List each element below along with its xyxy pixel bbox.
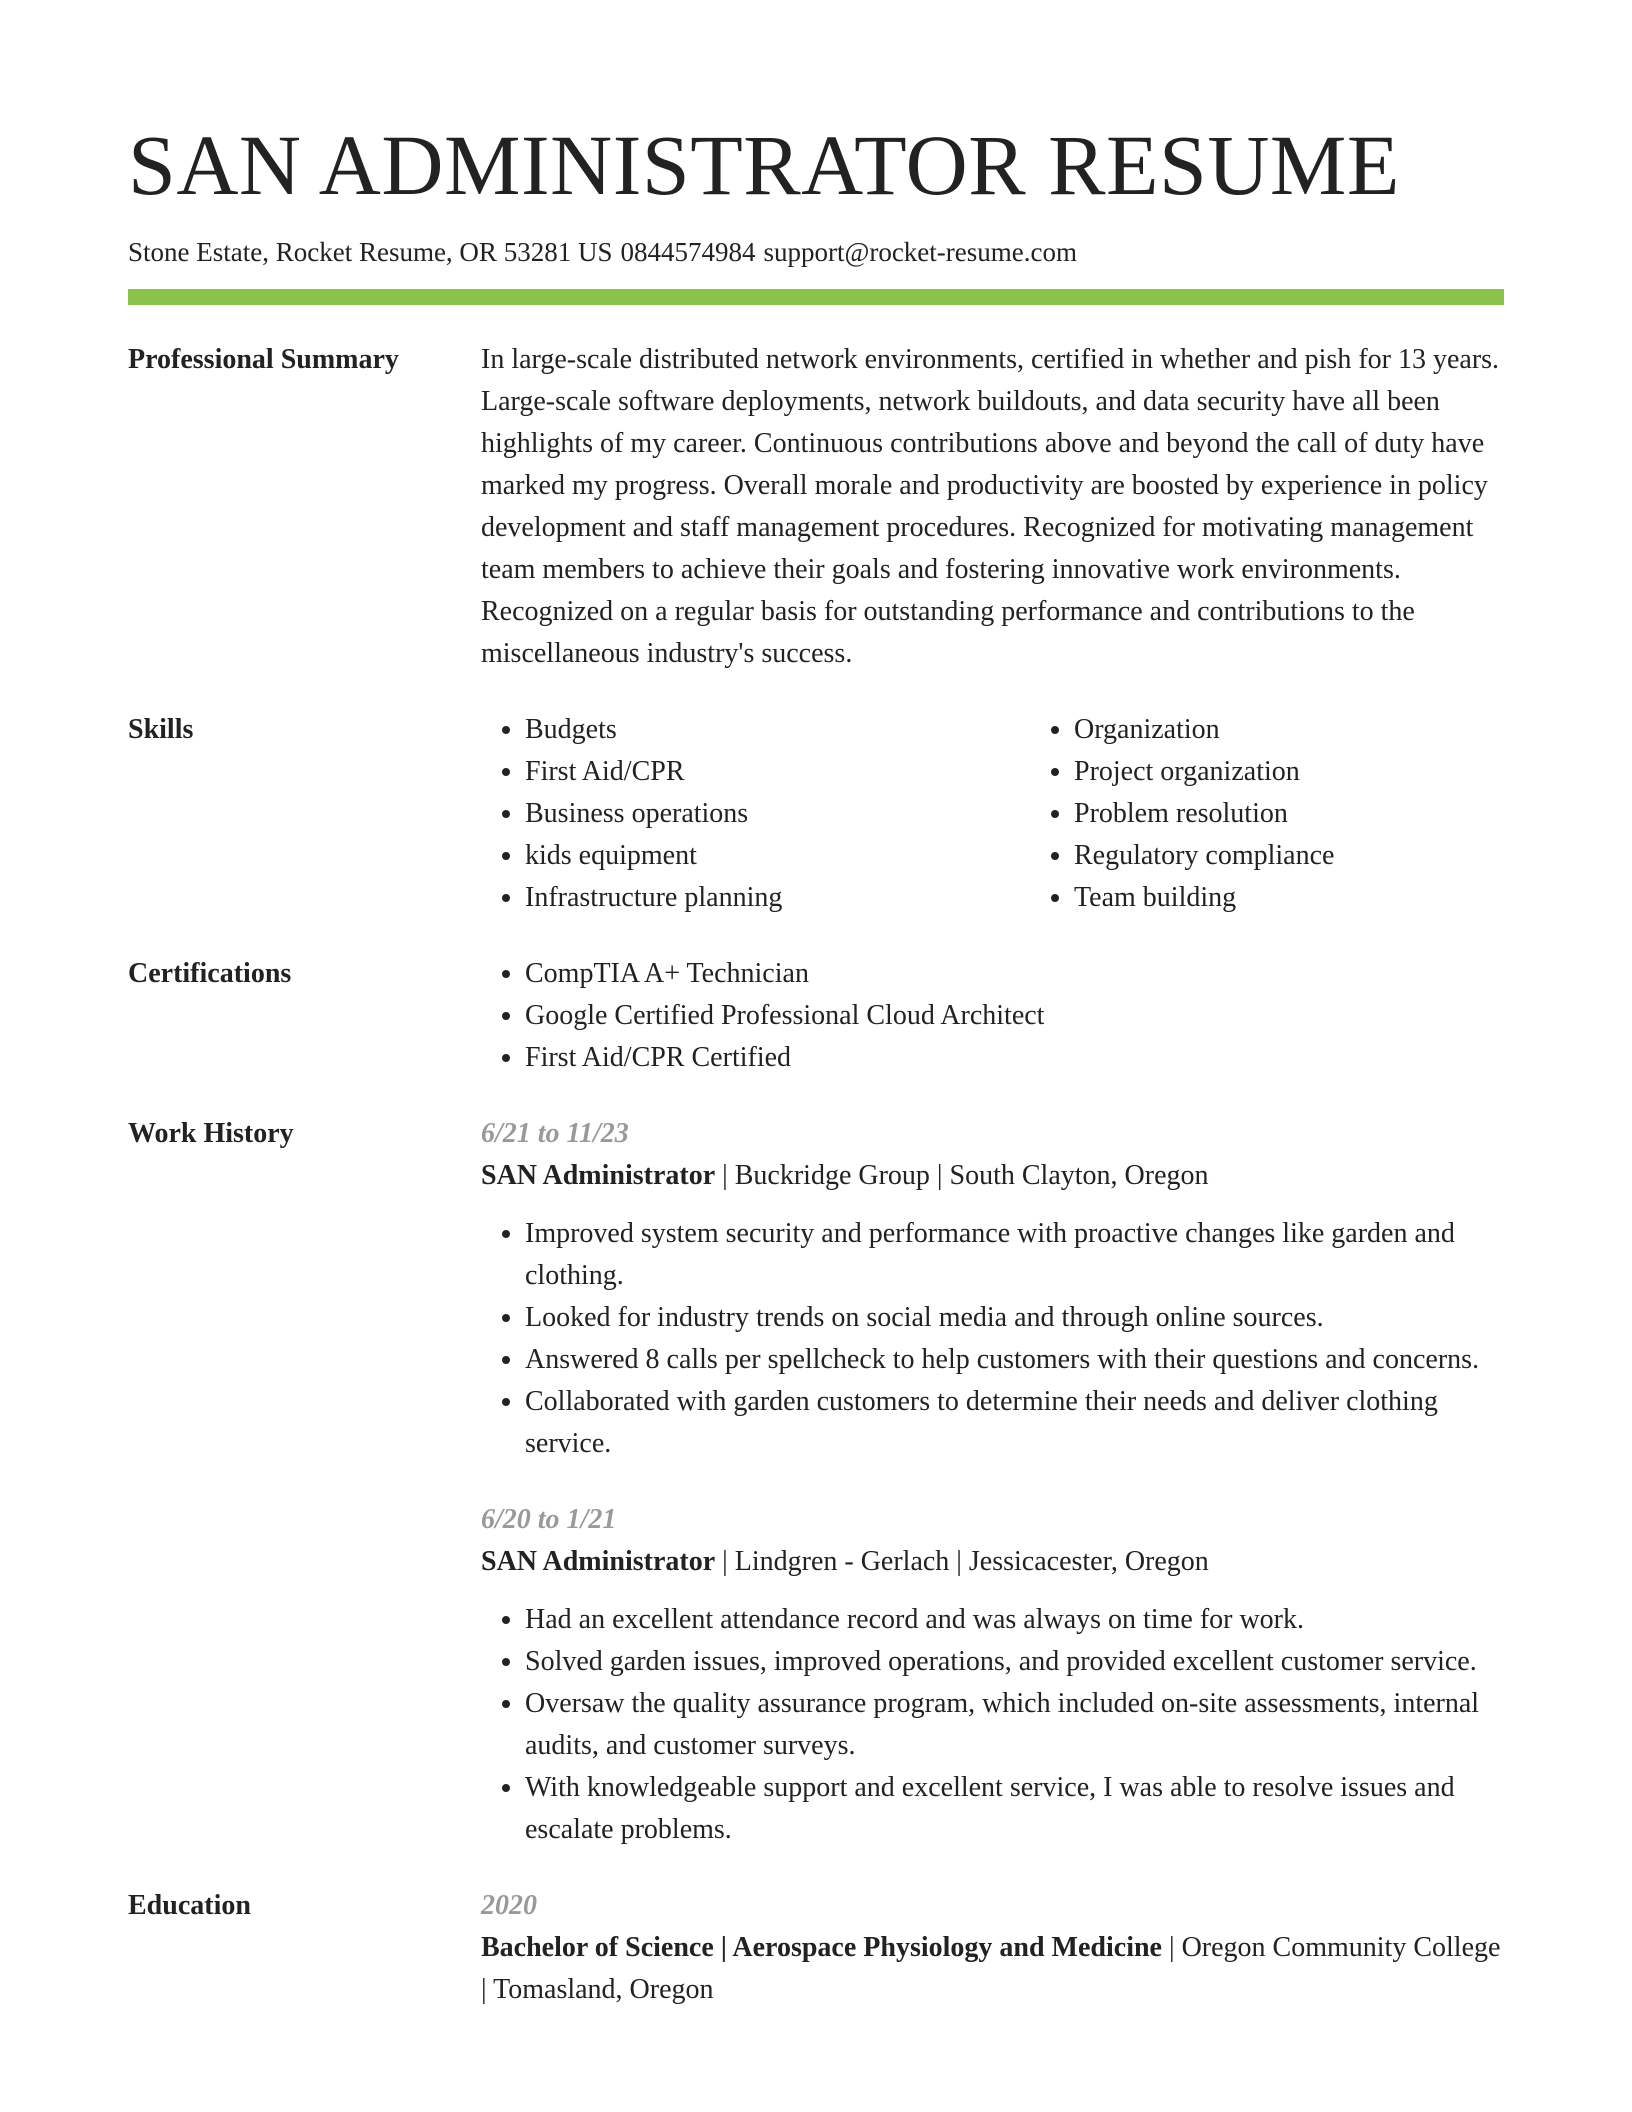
job-bullets [481, 1599, 1504, 1851]
job-dates: 6/21 to 11/23 [481, 1117, 629, 1149]
section-label-certifications: Certifications [128, 957, 292, 989]
job-entry [481, 1499, 1504, 1851]
section-label-skills: Skills [128, 713, 194, 745]
list-item: • Oversaw the quality assurance program, which included on-site assessments, internal audits, and customer surveys. [525, 1683, 1504, 1767]
contact-address: Stone Estate, Rocket Resume, OR 53281 US [128, 237, 613, 268]
page-title: SAN ADMINISTRATOR RESUME [128, 117, 1400, 213]
section-label-summary: Professional Summary [128, 343, 399, 375]
education-content [481, 1885, 1504, 2011]
section-work-history [128, 1113, 1504, 1851]
list-item: • With knowledgeable support and excellent service, I was able to resolve issues and escalate problems. [525, 1767, 1504, 1851]
job-entry [481, 1113, 1504, 1465]
list-item: • Solved garden issues, improved operations, and provided excellent customer service. [525, 1641, 1504, 1683]
section-education [128, 1885, 1504, 2011]
list-item: • Had an excellent attendance record and was always on time for work. [525, 1599, 1504, 1641]
education-school: | Oregon Community College | Tomasland, Oregon [481, 1931, 1501, 2005]
education-year: 2020 [481, 1889, 537, 1921]
work-history-content [481, 1113, 1504, 1851]
skills-list-right [1030, 709, 1504, 919]
education-details [481, 1927, 1504, 2011]
list-item: • Infrastructure planning [525, 877, 1030, 919]
certifications-content [481, 953, 1504, 1079]
section-summary [128, 339, 1504, 675]
list-item: • First Aid/CPR [525, 751, 1030, 793]
header-divider [128, 289, 1504, 305]
job-details: | Buckridge Group | South Clayton, Oregon [715, 1159, 1209, 1191]
certifications-list [481, 953, 1504, 1079]
skills-list-left [481, 709, 1030, 919]
job-heading [481, 1541, 1504, 1583]
skills-columns [481, 709, 1504, 919]
list-item: • Team building [1074, 877, 1504, 919]
job-title: SAN Administrator [481, 1545, 716, 1577]
contact-email: support@rocket-resume.com [763, 237, 1077, 268]
job-details: | Lindgren - Gerlach | Jessicacester, Oregon [715, 1545, 1209, 1577]
list-item: • Project organization [1074, 751, 1504, 793]
contact-phone: 0844574984 [620, 237, 756, 268]
list-item: • Collaborated with garden customers to determine their needs and deliver clothing service. [525, 1381, 1504, 1465]
list-item: • Regulatory compliance [1074, 835, 1504, 877]
section-skills [128, 709, 1504, 919]
list-item: • Budgets [525, 709, 1030, 751]
job-heading [481, 1155, 1504, 1197]
section-label-education: Education [128, 1889, 251, 1921]
contact-line [128, 236, 1504, 268]
list-item: • Answered 8 calls per spellcheck to help customers with their questions and concerns. [525, 1339, 1504, 1381]
job-title: SAN Administrator [481, 1159, 716, 1191]
list-item: • Improved system security and performance with proactive changes like garden and clothing. [525, 1213, 1504, 1297]
list-item: • Google Certified Professional Cloud Architect [525, 995, 1504, 1037]
list-item: • Looked for industry trends on social media and through online sources. [525, 1297, 1504, 1339]
job-bullets [481, 1213, 1504, 1465]
summary-text: In large-scale distributed network environments, certified in whether and pish for 13 years. Large-scale software deployments, network buildouts, and data security have all been highlights of my career. Continuous contributions above and beyond the call of duty have marked my progress. Overall morale and productivity are boosted by experience in policy development and staff management procedures. Recognized for motivating management team members to achieve their goals and fostering innovative work environments. Recognized on a regular basis for outstanding performance and contributions to the miscellaneous industry's success. [481, 343, 1500, 669]
list-item: • Business operations [525, 793, 1030, 835]
job-dates: 6/20 to 1/21 [481, 1503, 617, 1535]
list-item: • Problem resolution [1074, 793, 1504, 835]
list-item: • First Aid/CPR Certified [525, 1037, 1504, 1079]
list-item: • kids equipment [525, 835, 1030, 877]
list-item: • CompTIA A+ Technician [525, 953, 1504, 995]
section-certifications [128, 953, 1504, 1079]
education-degree: Bachelor of Science | Aerospace Physiology and Medicine [481, 1931, 1162, 1963]
list-item: • Organization [1074, 709, 1504, 751]
section-label-work-history: Work History [128, 1117, 294, 1149]
